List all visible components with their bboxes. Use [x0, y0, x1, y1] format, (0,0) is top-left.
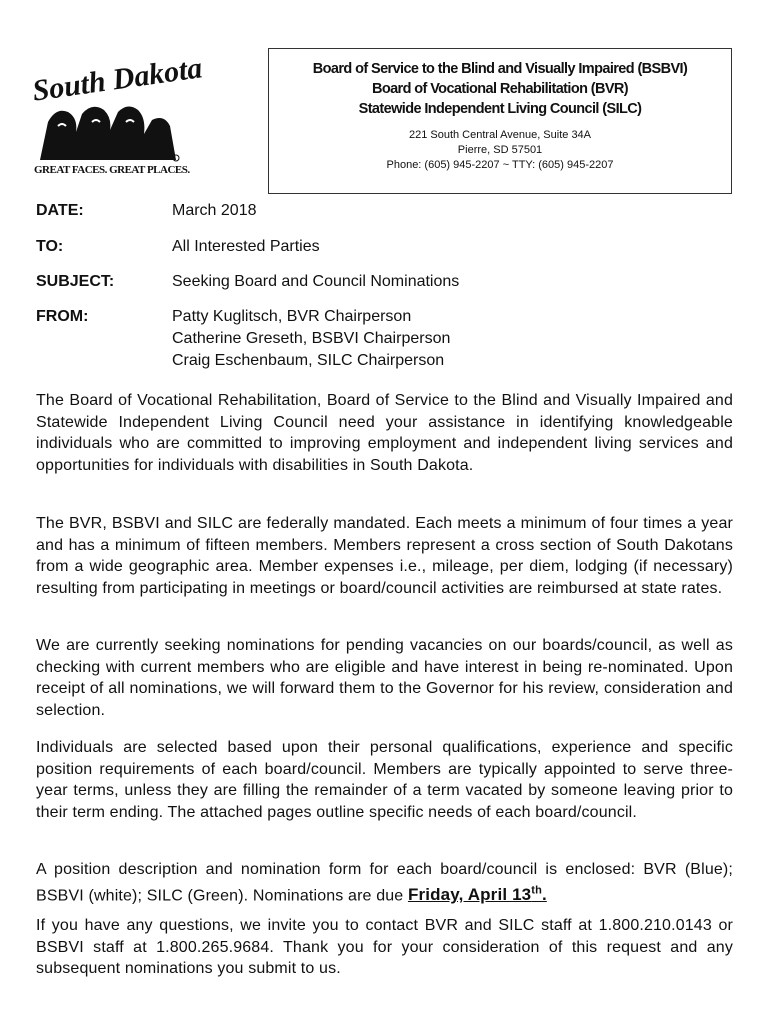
date-label: DATE: — [36, 202, 84, 219]
header-phone: Phone: (605) 945-2207 ~ TTY: (605) 945-2207 — [386, 159, 614, 171]
paragraph-seeking-nominations: We are currently seeking nominations for pending vacancies on our boards/council, as well as checking with current members who are eligible and have interest in being re-nominated. Upon receipt of all nominations, we will forward them to the Governor for his review, consideration and selection. — [36, 637, 733, 719]
logo-tagline: GREAT FACES. GREAT PLACES. — [34, 164, 190, 176]
date-value: March 2018 — [172, 202, 257, 219]
subject-value: Seeking Board and Council Nominations — [172, 273, 460, 290]
header-title-silc: Statewide Independent Living Council (SILC) — [358, 101, 642, 117]
header-title-bvr: Board of Vocational Rehabilitation (BVR) — [371, 81, 629, 97]
from-value-bsbvi: Catherine Greseth, BSBVI Chairperson — [172, 330, 451, 347]
paragraph-selection-criteria: Individuals are selected based upon their personal qualifications, experience and specific position requirements of each board/council. Members are typically appointed to serve three-year terms, unless they are filling the remainder of a term vacated by someone leaving prior to their term ending. The attached pages outline specific needs of each board/council. — [36, 739, 733, 821]
mount-rushmore-logo-icon — [26, 51, 205, 162]
from-value-bvr: Patty Kuglitsch, BVR Chairperson — [172, 308, 412, 325]
paragraph-federal-mandate: The BVR, BSBVI and SILC are federally mandated. Each meets a minimum of four times a year and has a minimum of fifteen members. Members represent a cross section of South Dakotans from a wide geographic area. Member expenses i.e., mileage, per diem, lodging (if necessary) resulting from participating in meetings or board/council activities are reimbursed at state rates. — [36, 515, 733, 597]
letterhead-box — [268, 48, 732, 194]
header-title-bsbvi: Board of Service to the Blind and Visually Impaired (BSBVI) — [312, 61, 688, 77]
header-address-city: Pierre, SD 57501 — [457, 144, 543, 156]
paragraph-contact: If you have any questions, we invite you to contact BVR and SILC staff at 1.800.210.0143 or BSBVI staff at 1.800.265.9684. Thank you for your consideration of this request and any subsequent nominations you submit to us. — [36, 917, 733, 978]
south-dakota-logo — [26, 51, 205, 187]
from-value-silc: Craig Eschenbaum, SILC Chairperson — [172, 352, 445, 369]
due-date-period: . — [541, 885, 547, 905]
due-date-text: Friday, April 13 — [407, 885, 532, 905]
due-date-suffix: th — [531, 884, 542, 897]
subject-label: SUBJECT: — [36, 273, 115, 290]
from-label: FROM: — [36, 308, 89, 325]
paragraph-nomination-forms — [36, 859, 733, 907]
nomination-forms-text: A position description and nomination form for each board/council is enclosed: BVR (Blue); BSBVI (white); SILC (Green). Nominations are due — [36, 861, 733, 905]
header-address-street: 221 South Central Avenue, Suite 34A — [408, 129, 592, 141]
due-date — [408, 885, 547, 904]
to-label: TO: — [36, 238, 64, 255]
logo-wordmark: South Dakota — [30, 51, 205, 108]
paragraph-intro: The Board of Vocational Rehabilitation, Board of Service to the Blind and Visually Impaired and Statewide Independent Living Council need your assistance in identifying knowledgeable individuals who are committed to improving employment and independent living services and opportunities for individuals with disabilities in South Dakota. — [36, 392, 733, 474]
to-value: All Interested Parties — [172, 238, 320, 255]
